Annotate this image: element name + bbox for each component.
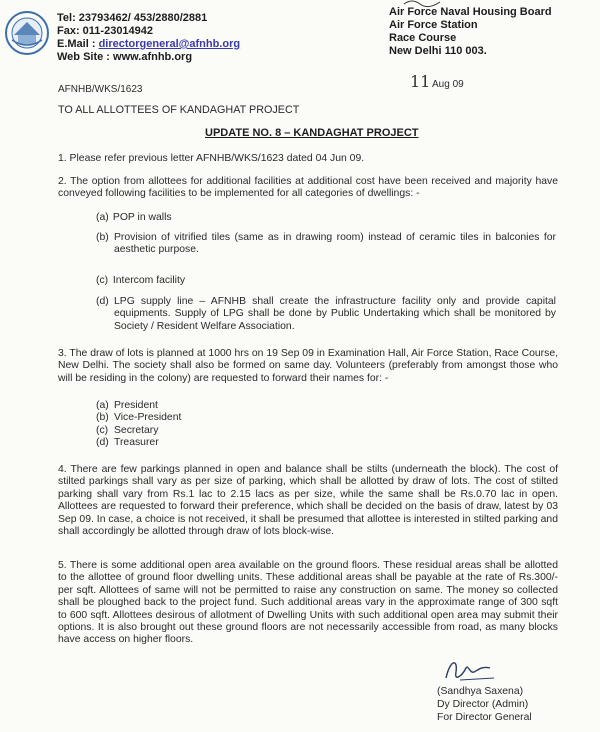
org-line-1: Air Force Naval Housing Board <box>389 6 552 18</box>
item-label: (d) <box>96 437 109 449</box>
item-label: (a) <box>96 400 109 411</box>
email-link[interactable]: directorgeneral@afnhb.org <box>98 38 241 50</box>
tel-line: Tel: 23793462/ 453/2880/2881 <box>57 12 208 24</box>
item-text: Intercom facility <box>112 275 186 286</box>
fax-line: Fax: 011-23014942 <box>57 25 154 37</box>
paragraph-5: 5. There is some additional open area available on the ground floors. These residual areas shall be allotted to the allottee of ground floor dwelling units. These additional areas shall be payable at the rate of Rs.300/- per sqft. Allottees of same will not be permitted to raise any construction on same. The money so collected shall be ploughed back to the project fund. Such additional areas vary in the approximate range of 300 sqft to 600 sqft. Allottees desirous of allotment of Dwelling Units with such additional open area may submit their options. It is also brought out these ground floors are not necessarily accessible from road, as many blocks have access on higher floors. <box>58 560 558 646</box>
para2-item-a <box>96 212 556 224</box>
item-text: Provision of vitrified tiles (same as in drawing room) instead of ceramic tiles in balconies for aesthetic purpose. <box>114 232 556 256</box>
contact-block <box>57 12 240 64</box>
item-text: Secretary <box>114 424 159 436</box>
reference-number: AFNHB/WKS/1623 <box>58 84 143 95</box>
para2-item-d <box>96 296 556 333</box>
item-label: (b) <box>96 232 109 243</box>
afnhb-logo <box>4 10 50 56</box>
addressee-line: TO ALL ALLOTTEES OF KANDAGHAT PROJECT <box>58 104 300 116</box>
email-line <box>57 38 240 51</box>
document-title: UPDATE NO. 8 – KANDAGHAT PROJECT <box>205 127 419 139</box>
signatory-name: (Sandhya Saxena) <box>437 686 524 697</box>
website-line: Web Site : www.afnhb.org <box>57 51 193 63</box>
paragraph-1: 1. Please refer previous letter AFNHB/WKS/1623 dated 04 Jun 09. <box>58 153 365 164</box>
signatory-designation: Dy Director (Admin) <box>437 699 529 710</box>
item-text: President <box>114 400 158 411</box>
paragraph-2: 2. The option from allottees for additional facilities at additional cost have been received and majority have conveyed following facilities to be implemented for all categories of dwellings: - <box>58 176 558 200</box>
email-label: E.Mail : <box>57 38 99 50</box>
org-line-4: New Delhi 110 003. <box>389 45 487 57</box>
item-label: (c) <box>96 424 109 436</box>
para2-item-c <box>96 275 556 287</box>
date-handwritten-mark: 11 <box>410 72 431 91</box>
org-line-2: Air Force Station <box>389 19 478 31</box>
signatory-for-line: For Director General <box>437 712 532 723</box>
item-label: (a) <box>96 212 109 223</box>
item-label: (b) <box>96 412 109 424</box>
para3-item-a <box>96 400 181 412</box>
org-line-3: Race Course <box>389 32 457 44</box>
para3-item-d <box>96 437 181 449</box>
handwritten-signature <box>440 654 500 686</box>
item-text: POP in walls <box>112 212 172 223</box>
item-label: (c) <box>96 275 109 286</box>
letter-date: Aug 09 <box>432 79 464 90</box>
item-label: (d) <box>96 296 109 307</box>
item-text: Treasurer <box>114 437 159 449</box>
item-text: LPG supply line – AFNHB shall create the infrastructure facility only and provide capital equipments. Supply of LPG shall be done by Public Undertaking which shall be monitored by Society / Resident Welfare Association. <box>114 296 556 332</box>
item-text: Vice-President <box>114 412 182 424</box>
para2-item-b <box>96 232 556 257</box>
paragraph-3: 3. The draw of lots is planned at 1000 hrs on 19 Sep 09 in Examination Hall, Air Force Station, Race Course, New Delhi. The society shall also be formed on same day. Volunteers (preferably from amongst those who will be residing in the colony) are requested to forward their names for: - <box>58 348 558 384</box>
org-address <box>389 6 552 58</box>
para3-item-c <box>96 425 181 437</box>
para3-item-b <box>96 412 181 424</box>
para3-list <box>96 400 181 450</box>
paragraph-4: 4. There are few parkings planned in open and balance shall be stilts (underneath the block). The cost of stilted parkings shall vary as per size of parking, which shall be allotted by draw of lots. The cost of stilted parking shall vary from Rs.1 lac to 2.15 lacs as per size, while the same shall be Rs.0.70 lac in open. Allottees are requested to forward their preference, which shall be decided on the basis of draw, latest by 03 Sep 09. In case, a choice is not received, it shall be presumed that allottee is interested in stilted parking and shall accordingly be allotted through draw of lots block-wise. <box>58 464 558 538</box>
